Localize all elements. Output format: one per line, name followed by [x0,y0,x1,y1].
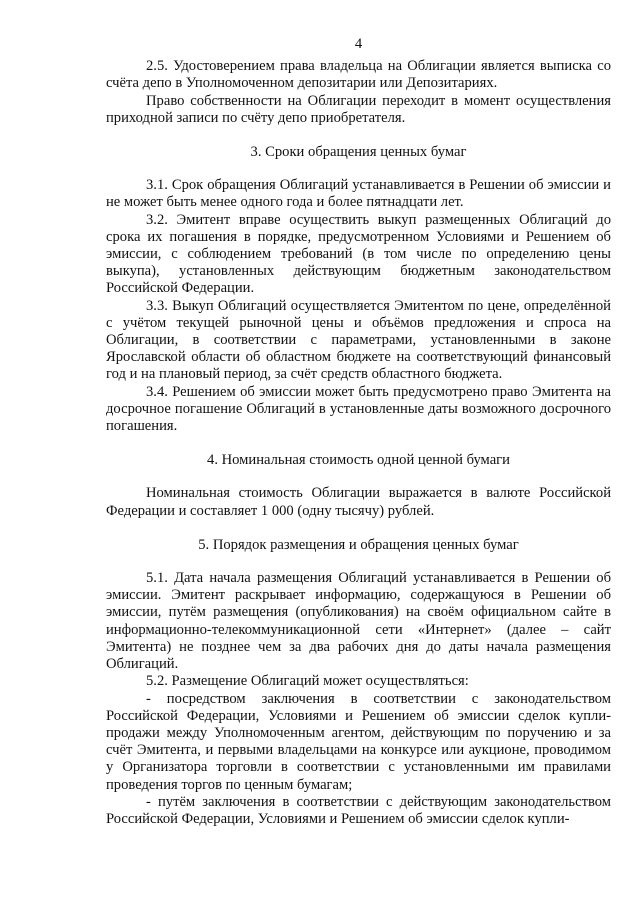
paragraph-3-4: 3.4. Решением об эмиссии может быть предусмотрено право Эмитента на досрочное погашение Облигаций в установленные даты возможного досрочного погашения. [106,383,611,435]
paragraph-ownership: Право собственности на Облигации переходит в момент осуществления приходной записи по счёту депо приобретателя. [106,92,611,126]
paragraph-5-2-item-2: - путём заключения в соответствии с действующим законодательством Российской Федерации, Условиями и Решением об эмиссии сделок купли- [106,793,611,827]
paragraph-3-1: 3.1. Срок обращения Облигаций устанавливается в Решении об эмиссии и не может быть менее одного года и более пятнадцати лет. [106,177,611,211]
paragraph-5-1: 5.1. Дата начала размещения Облигаций устанавливается в Решении об эмиссии. Эмитент раскрывает информацию, содержащуюся в Решении об эмиссии, путём размещения (опубликования) на своём официальном сайте в информационно-телекоммуникационной сети «Интернет» (далее – сайт Эмитента) не позднее чем за два рабочих дня до даты начала размещения Облигаций. [106,570,611,673]
paragraph-2-5: 2.5. Удостоверением права владельца на Облигации является выписка со счёта депо в Уполномоченном депозитарии или Депозитариях. [106,58,611,92]
document-page [106,36,611,828]
section-4-heading: 4. Номинальная стоимость одной ценной бумаги [207,452,510,469]
page-number: 4 [354,36,363,52]
paragraph-5-2-item-1: - посредством заключения в соответствии с законодательством Российской Федерации, Условиями и Решением об эмиссии сделок купли-продажи между Уполномоченным агентом, действующим по поручению и за счёт Эмитента, и первыми владельцами на конкурсе или аукционе, проводимом у Организатора торговли в соответствии с установленными им правилами проведения торгов по ценным бумагам; [106,690,611,793]
section-3-heading: 3. Сроки обращения ценных бумаг [250,144,467,161]
paragraph-5-2: 5.2. Размещение Облигаций может осуществляться: [146,673,469,690]
section-5-heading: 5. Порядок размещения и обращения ценных бумаг [198,536,519,553]
paragraph-4-nominal: Номинальная стоимость Облигации выражается в валюте Российской Федерации и составляет 1 000 (одну тысячу) рублей. [106,485,611,519]
paragraph-3-2: 3.2. Эмитент вправе осуществить выкуп размещенных Облигаций до срока их погашения в порядке, предусмотренном Условиями и Решением об эмиссии, с соблюдением требований (в том числе по определению цены выкупа), установленных действующим бюджетным законодательством Российской Федерации. [106,211,611,297]
paragraph-3-3: 3.3. Выкуп Облигаций осуществляется Эмитентом по цене, определённой с учётом текущей рыночной цены и объёмов предложения и спроса на Облигации, в соответствии с параметрами, установленными в законе Ярославской области об областном бюджете на соответствующий финансовый год и на плановый период, за счёт средств областного бюджета. [106,297,611,383]
